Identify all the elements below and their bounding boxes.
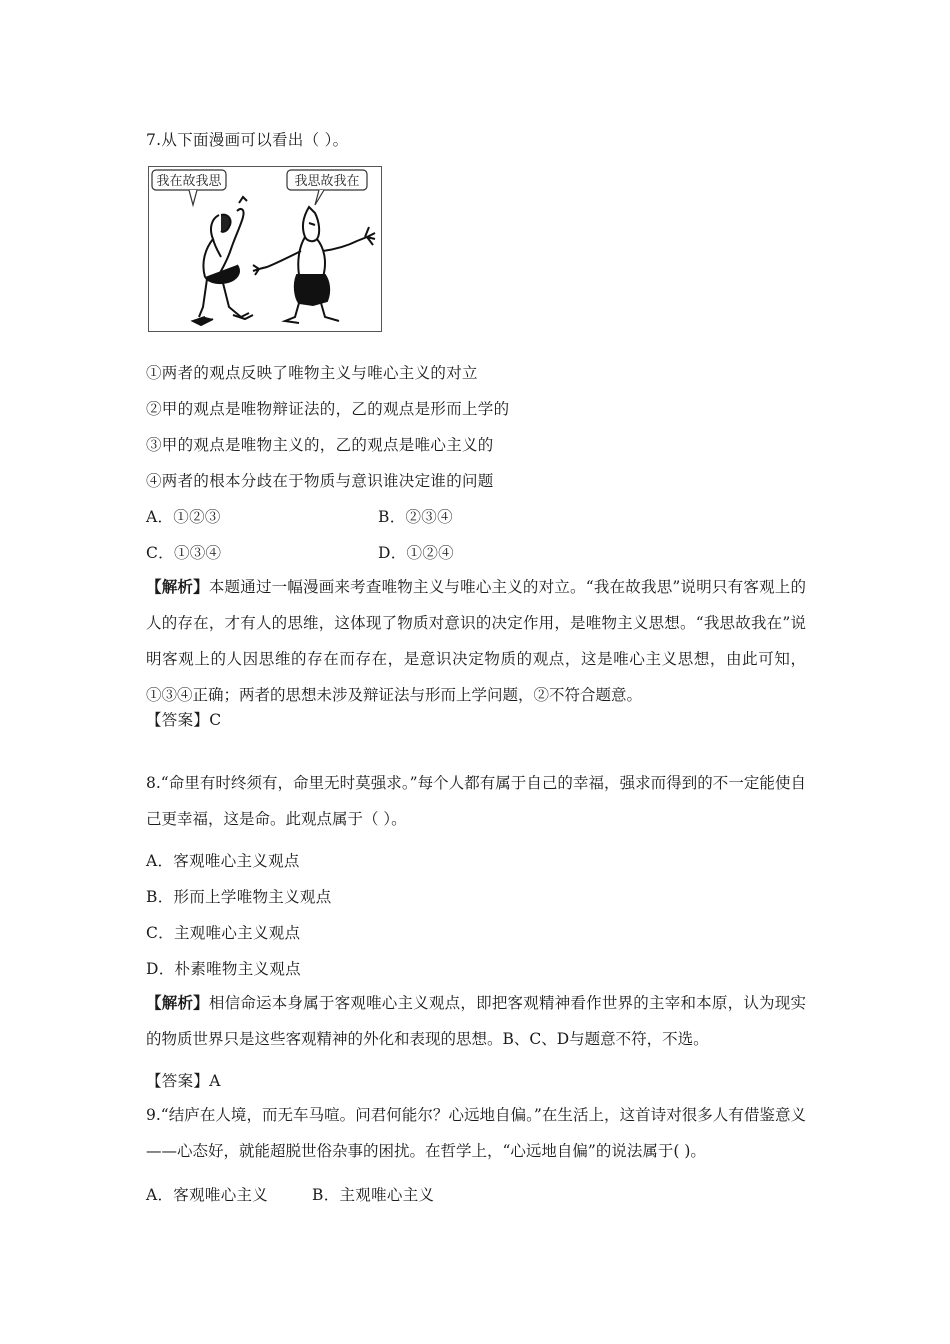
bubble-right-text: 我思故我在 (294, 174, 360, 189)
q7-stem: 7.从下面漫画可以看出（ ）。 (146, 131, 349, 149)
figure-left (193, 197, 253, 325)
q7-statement-1: ①两者的观点反映了唯物主义与唯心主义的对立 (146, 364, 478, 382)
q7-option-d: D．①②④ (378, 544, 454, 562)
speech-bubble-left-tail (189, 190, 197, 205)
q7-option-c: C．①③④ (146, 544, 222, 562)
q7-analysis-text: 本题通过一幅漫画来考查唯物主义与唯心主义的对立。“我在故我思”说明只有客观上的人的存在，才有人的思维，这体现了物质对意识的决定作用，是唯物主义思想。“我思故我在”说明客观上的人因思维的存在而存在，是意识决定物质的观点，这是唯心主义思想，由此可知，①③④正确；两者的思想未涉及辩证法与形而上学问题，②不符合题意。 (146, 578, 806, 704)
q8-stem: 8.“命里有时终须有，命里无时莫强求。”每个人都有属于自己的幸福，强求而得到的不一定能使自己更幸福，这是命。此观点属于（ ）。 (146, 774, 806, 828)
q7-analysis (146, 569, 806, 713)
q8-option-b: B．形而上学唯物主义观点 (146, 888, 332, 906)
q8-analysis-text: 相信命运本身属于客观唯心主义观点，即把客观精神看作世界的主宰和本原，认为现实的物质世界只是这些客观精神的外化和表现的思想。B、C、D与题意不符，不选。 (146, 994, 806, 1048)
cartoon-drawing (149, 167, 381, 331)
q8-analysis (146, 985, 806, 1057)
q8-option-d: D．朴素唯物主义观点 (146, 960, 301, 978)
q8-answer: 【答案】A (146, 1072, 221, 1090)
q7-answer: 【答案】C (146, 711, 222, 729)
speech-bubble-right-tail (315, 190, 324, 205)
q9-option-a: A．客观唯心主义 (146, 1186, 269, 1204)
q8-analysis-label: 【解析】 (146, 993, 209, 1012)
q7-statement-2: ②甲的观点是唯物辩证法的，乙的观点是形而上学的 (146, 400, 510, 418)
q7-statement-4: ④两者的根本分歧在于物质与意识谁决定谁的问题 (146, 472, 494, 490)
figure-right (253, 207, 375, 323)
q7-statement-3: ③甲的观点是唯物主义的，乙的观点是唯心主义的 (146, 436, 494, 454)
q7-analysis-label: 【解析】 (146, 577, 209, 596)
q8-option-c: C．主观唯心主义观点 (146, 924, 301, 942)
cartoon-illustration (148, 166, 382, 332)
q7-option-a: A．①②③ (146, 508, 221, 526)
q9-stem: 9.“结庐在人境，而无车马喧。问君何能尔？心远地自偏。”在生活上，这首诗对很多人有借鉴意义——心态好，就能超脱世俗杂事的困扰。在哲学上，“心远地自偏”的说法属于( )。 (146, 1106, 806, 1160)
q7-option-b: B．②③④ (378, 508, 453, 526)
bubble-left-text: 我在故我思 (156, 174, 222, 189)
q8-option-a: A．客观唯心主义观点 (146, 852, 300, 870)
q9-option-b: B．主观唯心主义 (312, 1186, 435, 1204)
